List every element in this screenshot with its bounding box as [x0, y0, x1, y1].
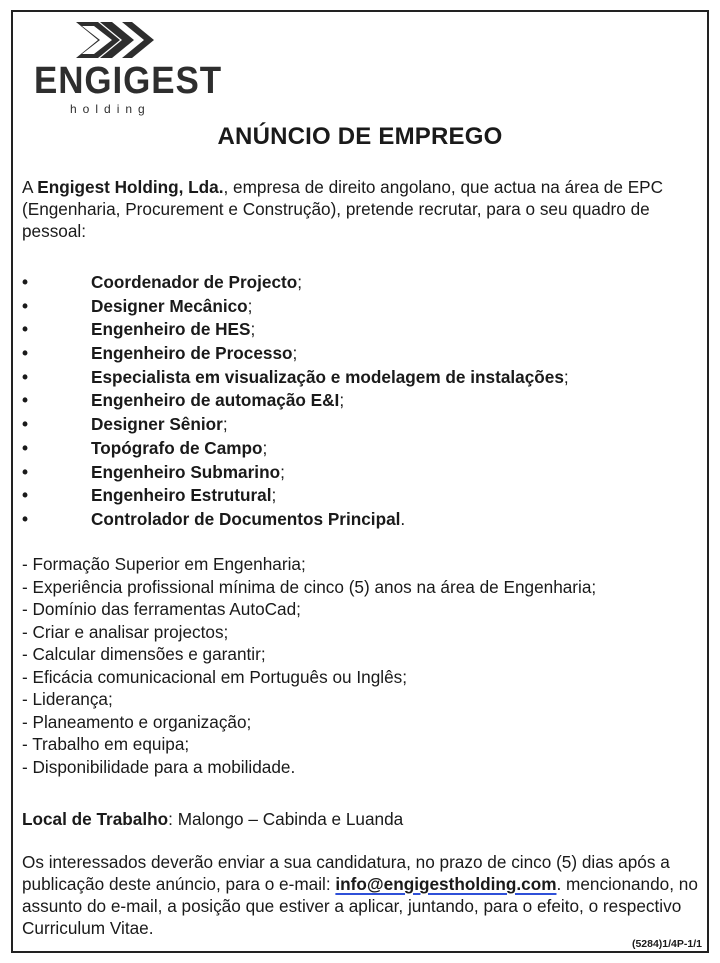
punctuation: ; — [297, 272, 303, 292]
list-item — [22, 271, 569, 295]
intro-paragraph — [22, 176, 702, 242]
page-title: ANÚNCIO DE EMPREGO — [217, 123, 503, 150]
punctuation: ; — [262, 437, 268, 458]
list-item — [22, 389, 569, 413]
punctuation: ; — [247, 295, 253, 316]
chevron-logo-icon — [74, 20, 158, 60]
list-item — [22, 508, 569, 532]
engigest-logo — [34, 20, 223, 118]
requirement-item: - Formação Superior em Engenharia; — [22, 554, 306, 574]
position-title: Engenheiro de HES — [91, 319, 251, 340]
punctuation: ; — [563, 366, 569, 387]
position-title: Coordenador de Projecto — [91, 272, 298, 292]
bullet: • — [22, 319, 29, 340]
requirement-item: - Criar e analisar projectos; — [22, 621, 229, 642]
position-title: Especialista em visualização e modelagem de instalações — [91, 366, 564, 387]
bullet: • — [22, 295, 29, 316]
list-item — [22, 484, 569, 508]
requirement-item: - Trabalho em equipa; — [22, 734, 190, 754]
bullet: • — [22, 272, 29, 292]
email-link[interactable]: info@engigestholding.com — [335, 874, 557, 894]
list-item — [22, 318, 569, 342]
bullet: • — [22, 485, 29, 506]
positions-list — [22, 271, 569, 532]
reference-code: (5284)1/4P-1/1 — [631, 938, 702, 950]
list-item — [22, 366, 569, 390]
punctuation: ; — [271, 485, 277, 506]
bullet: • — [22, 414, 29, 435]
list-item — [22, 295, 569, 319]
position-title: Topógrafo de Campo — [91, 437, 263, 458]
bullet: • — [22, 508, 29, 529]
closing-text: Os interessados deverão enviar a sua candidatura, no prazo de cinco (5) dias após a publicação deste anúncio, para o e-mail: — [22, 852, 670, 894]
closing-text-end: . mencionando, no assunto do e-mail, a posição que estiver a aplicar, juntando, para o efeito, o respectivo Curriculum Vitae. — [22, 874, 698, 938]
bullet: • — [22, 390, 29, 411]
logo-wordmark: ENGIGEST — [34, 60, 223, 102]
bullet: • — [22, 343, 29, 364]
list-item — [22, 461, 569, 485]
requirement-item: - Experiência profissional mínima de cinco (5) anos na área de Engenharia; — [22, 576, 597, 597]
requirements-list — [22, 553, 596, 778]
position-title: Engenheiro de Processo — [91, 343, 293, 364]
punctuation: ; — [280, 461, 285, 482]
requirement-item: - Liderança; — [22, 689, 113, 709]
list-item — [22, 437, 569, 461]
bullet: • — [22, 461, 29, 482]
position-title: Designer Sênior — [91, 414, 223, 435]
requirement-item: - Calcular dimensões e garantir; — [22, 644, 266, 664]
requirement-item: - Planeamento e organização; — [22, 711, 252, 732]
punctuation: . — [400, 508, 406, 529]
position-title: Designer Mecânico — [91, 295, 248, 316]
position-title: Engenheiro Submarino — [91, 461, 281, 482]
punctuation: ; — [292, 343, 298, 364]
punctuation: ; — [222, 414, 228, 435]
requirement-item: - Eficácia comunicacional em Português ou Inglês; — [22, 666, 408, 687]
intro-prefix: A — [22, 177, 38, 197]
location-label: Local de Trabalho — [22, 809, 169, 829]
position-title: Engenheiro Estrutural — [91, 485, 272, 506]
list-item — [22, 413, 569, 437]
position-title: Controlador de Documentos Principal — [91, 508, 401, 529]
intro-text: , empresa de direito angolano, que actua na área de EPC (Engenharia, Procurement e Construção), pretende recrutar, para o seu quadro de pessoal: — [22, 177, 664, 241]
bullet: • — [22, 437, 29, 458]
location-value: : Malongo – Cabinda e Luanda — [168, 809, 404, 829]
company-name: Engigest Holding, Lda. — [37, 177, 224, 197]
bullet: • — [22, 366, 29, 387]
logo-subtitle: holding — [70, 102, 151, 116]
work-location — [22, 808, 702, 830]
list-item — [22, 342, 569, 366]
requirement-item: - Disponibilidade para a mobilidade. — [22, 756, 296, 777]
punctuation: ; — [339, 390, 345, 411]
position-title: Engenheiro de automação E&I — [91, 390, 340, 411]
punctuation: ; — [250, 319, 256, 340]
requirement-item: - Domínio das ferramentas AutoCad; — [22, 599, 301, 619]
closing-paragraph — [22, 851, 700, 939]
